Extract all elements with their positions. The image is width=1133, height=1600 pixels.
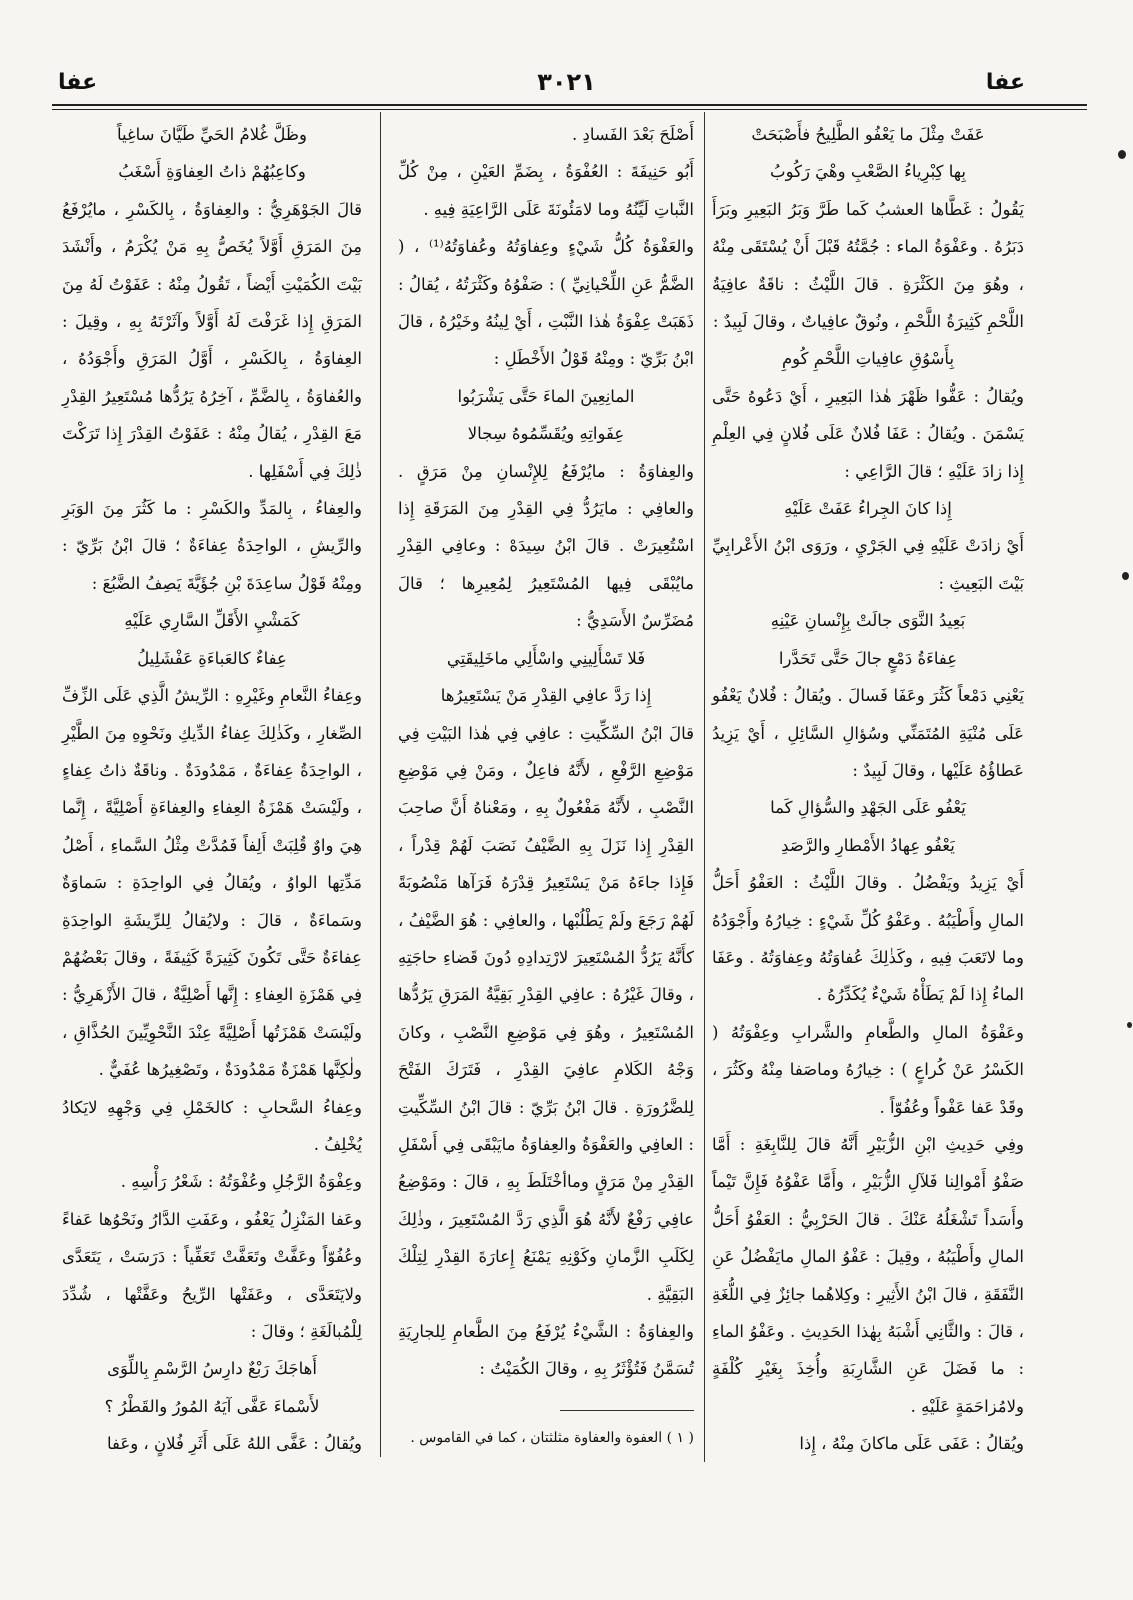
entry-text: قالَ الجَوْهَرِيُّ : والعِفاوَةُ ، بِالكَسْرِ ، مايُرْفَعُ مِنَ المَرَقِ أَوَّلاً يُخَصُّ بِهِ مَنْ يُكْرَمُ ، وأَنْشَدَ بَيْتَ الكُمَيْتِ أَيْضاً ، تَقُولُ مِنْهُ : عَفَوْتُ لَهُ مِنَ المَرَقِ إِذا غَرَفْتَ لَهُ أَوَّلاً وآثَرْتَهُ بِهِ ، وقِيلَ : العِفاوَةُ ، بِالكَسْرِ ، أَوَّلُ المَرَقِ وأَجْوَدُهُ ، والعُفاوَةُ ، بِالضَّمِّ ، آخِرُهُ يَرُدُّها مُسْتَعِيرُ القِدْرِ مَعَ القِدْرِ ، يُقالُ مِنْهُ : عَفَوْتُ القِدْرَ إِذا تَرَكْتَ ذٰلِكَ فِي أَسْفَلِها . [62, 199, 362, 481]
column-right [712, 116, 1024, 1463]
entry-text: ويُقالُ : عَفَّى اللهُ عَلَى أَثَرِ فُلانٍ ، وعَفا [106, 1434, 362, 1454]
verse-line: وظَلَّ غُلامُ الحَيِّ طَيَّانَ ساغِياً [116, 125, 308, 144]
entry-text: والعِفاوَةُ : الشَّيْءُ يُرْفَعُ مِنَ الطَّعامِ لِلجارِيَةِ تُسَمَّنُ فَتُؤْثَرُ بِهِ ، وقالَ الكُمَيْتُ : [398, 1322, 694, 1379]
verse-line: كَمَشْيِ الأَقَلِّ السَّارِي عَلَيْهِ [124, 611, 300, 631]
column-middle [398, 116, 694, 1388]
verse-line: إِذا رَدَّ عافِي القِدْرِ مَنْ يَسْتَعِيرُها [440, 686, 652, 706]
entry-text: أَيْ يَزِيدُ ويَفْضُلُ . وقالَ اللَّيْثُ : العَفْوُ أَحَلُّ المالِ وأَطْيَبُهُ . وعَفْوُ كُلِّ شَيْءٍ : خِيارُهُ وأَجْوَدُهُ وما لاتَعَبَ فِيهِ ، وكَذٰلِكَ عُفاوَتُهُ وعِفاوَتُهُ . وعَفَا الماءُ إِذا لَمْ يَطَأْهُ شَيْءٌ يُكَدِّرُهُ . [712, 873, 1024, 1005]
entry-text: ويُقالُ : عَفُّوا ظَهْرَ هٰذا البَعِيرِ ، أَيْ دَعُوهُ حَتَّى يَسْمَنَ . ويُقالُ : عَفَا فُلانٌ عَلَى فُلانٍ فِي العِلْمِ إِذا زادَ عَلَيْهِ ؛ قالَ الرَّاعِي : [712, 386, 1024, 481]
verse-line: عِفاءٌ كالعَباءَةِ عَفْشَلِيلُ [137, 648, 287, 668]
verse-line: إِذا كانَ الجِراءُ عَفَتْ عَلَيْهِ [784, 499, 952, 519]
column-divider-right [704, 112, 705, 1462]
scan-speck [1118, 150, 1126, 159]
verse-line: عِفاءَةُ دَمْعٍ جالَ حَتَّى تَحَدَّرا [778, 648, 958, 668]
verse-line: عَفَتْ مِثْلَ ما يَعْفُو الطَّلِيحُ فأَصْبَحَتْ [751, 125, 985, 144]
verse-line: فَلا تَسْأَلِينِي واسْأَلِي ماخَلِيقَتِي [446, 648, 646, 668]
entry-text: وعِفاءُ السَّحابِ : كالخَمْلِ فِي وَجْهِهِ لايَكادُ يُخْلِفُ . [62, 1097, 362, 1154]
column-divider-left [380, 112, 381, 1457]
verse-line: بِأَسْوُقِ عافِياتِ اللَّحْمِ كُومِ [781, 349, 955, 369]
running-headword-right: عفا [985, 70, 1025, 95]
verse-line: يَعْفُو عَلَى الجَهْدِ والسُّؤالِ كَما [770, 798, 966, 818]
entry-text: أَصْلَحَ بَعْدَ الفَسادِ . [572, 125, 694, 144]
page-number: ٣٠٢١ [537, 68, 596, 96]
entry-text: وعَفْوَةُ المالِ والطَّعامِ والشَّرابِ وعِفْوَتُهُ ( الكَسْرُ عَنْ كُراعٍ ) : خِيارُهُ وماصَفا مِنْهُ وكَثُرَ ، وقَدْ عَفا عَفْواً وعُفُوّاً . [712, 1022, 1024, 1117]
scan-speck [1127, 1022, 1132, 1028]
entry-text: والعَفْوَةُ كُلُّ شَيْءٍ وعِفاوَتُهُ وعُفاوَتُهُ⁽¹⁾ ، ( الضَّمُّ عَنِ اللِّحْيانِيِّ ) : صَفْوُهُ وكَثْرَتُهُ ، يُقالُ : ذَهَبَتْ عِفْوَةُ هٰذا النَّبْتِ ، أَيْ لِينُهُ وخَيْرُهُ ، قالَ ابْنُ بَرِّيّ : ومِنْهُ قَوْلُ الأَخْطَلِ : [398, 237, 694, 369]
verse-line: يَعْفُو عِهادُ الأَمْطارِ والرَّصَدِ [781, 835, 955, 855]
entry-text: والعِفاوَةُ : مايُرْفَعُ لِلإِنْسانِ مِنْ مَرَقٍ . والعافِي : مايَرُدُّ فِي القِدْرِ مِنَ المَرَقَةِ إِذا اسْتُعِيرَتْ . قالَ ابْنُ سِيدَهْ : وعافِي القِدْرِ مايُبْقَى فِيها المُسْتَعِيرُ لِمُعِيرِها ؛ قالَ مُضَرِّسٌ الأَسَدِيُّ : [398, 461, 694, 631]
footnote-rule [560, 1410, 694, 1411]
entry-text: والعِفاءُ ، بِالمَدِّ والكَسْرِ : ما كَثُرَ مِنَ الوَبَرِ والرِّيشِ ، الواحِدَةُ عِفاءَةٌ ؛ قالَ ابْنُ بَرِّيّ : ومِنْهُ قَوْلُ ساعِدَةَ بْنِ جُؤَيَّةَ يَصِفُ الضَّبُعَ : [62, 499, 362, 593]
entry-text: وعِفاءُ النَّعامِ وغَيْرِهِ : الرِّيشُ الَّذِي عَلَى الزِّفِّ الصِّغارِ ، وكَذٰلِكَ عِفاءُ الدِّيكِ ونَحْوِهِ مِنَ الطَّيْرِ ، الواحِدَةُ عِفاءَةٌ ، مَمْدُودَةٌ . وناقَةٌ ذاتُ عِفاءٍ ، ولَيْسَتْ هَمْزَةُ العِفاءِ والعِفاءَةِ أَصْلِيَّةً ، إِنَّما هِيَ واوٌ قُلِبَتْ أَلِفاً فَمُدَّتْ مِثْلُ السَّماءِ ، أَصْلُ مَدِّتِها الواوُ ، ويُقالُ فِي الواحِدَةِ : سَماوَةٌ وسَماءَةٌ ، قالَ : ولايُقالُ لِلرِّيشَةِ الواحِدَةِ عِفاءَةٌ حَتَّى تَكُونَ كَثِيرَةً كَثِيفَةً ، وقالَ بَعْضُهُمْ فِي هَمْزَةِ العِفاءِ : إِنَّها أَصْلِيَّةٌ ، قالَ الأَزْهَرِيُّ : ولَيْسَتْ هَمْزَتُها أَصْلِيَّةً عِنْدَ النَّحْوِيِّينَ الحُذَّاقِ ، ولٰكِنَّها هَمْزَةٌ مَمْدُودَةٌ ، وتَصْغِيرُها عُفَيٌّ . [62, 686, 362, 1080]
verse-line: بَعِيدُ النَّوَى جالَتْ بِإِنْسانِ عَيْنِهِ [770, 611, 966, 631]
column-left [62, 116, 362, 1463]
verse-line: أَهاجَكَ رَبْعٌ دارِسُ الرَّسْمِ بِاللِّوَى [107, 1359, 317, 1379]
entry-text: وعِفْوَةُ الرَّجُلِ وعُفْوَتُهُ : شَعْرُ رَأْسِهِ . [120, 1172, 362, 1192]
header-rule-thin [52, 109, 1087, 110]
footnote: ( ١ ) العفوة والعفاوة مثلثتان ، كما في القاموس . [410, 1430, 694, 1446]
verse-line: لأَسْماءَ عَفَّى آيَهُ المُورُ والقَطْرُ ؟ [104, 1396, 320, 1416]
entry-text: وفِي حَدِيثِ ابْنِ الزُّبَيْرِ أَنَّهُ قالَ لِلنَّابِغَةِ : أَمَّا صَفْوُ أَمْوالِنا فَلآلِ الزُّبَيْرِ ، وأَمَّا عَفْوُهُ فَإِنَّ تَيْماً وأَسَداً تَشْغَلُهُ عَنْكَ . قالَ الحَرْبِيُّ : العَفْوُ أَحَلُّ المالِ وأَطْيَبُهُ ، وقِيلَ : عَفْوُ المالِ مايَفْضُلُ عَنِ النَّفَقَةِ ، قالَ ابْنُ الأَثِيرِ : وكِلاهُما جائِزٌ فِي اللُّغَةِ ، قالَ : والثَّانِي أَشْبَهُ بِهٰذا الحَدِيثِ . وعَفْوُ الماءِ : ما فَضَلَ عَنِ الشَّارِبَةِ وأُخِذَ بِغَيْرِ كُلْفَةٍ ولامُزاحَمَةٍ عَلَيْهِ . [712, 1134, 1024, 1416]
entry-text: أَيْ زادَتْ عَلَيْهِ فِي الجَرْيِ ، ورَوَى ابْنُ الأَعْرابِيِّ بَيْتَ البَعِيثِ : [712, 536, 1024, 593]
scan-speck [1122, 572, 1129, 580]
verse-line: المانِعِينَ الماءَ حَتَّى يَشْرَبُوا [457, 386, 635, 406]
verse-line: عِفَواتِهِ ويُقَسِّمُوهُ سِجالا [467, 424, 625, 444]
entry-text: يَقُولُ : غَطَّاها العشبُ كَما طَرَّ وَبَرُ البَعِيرِ وبَرَأَ دَبَرُهُ . وعَفْوَةُ الماء : جُمَّتُهُ قَبْلَ أَنْ يُسْتَقَى مِنْهُ ، وهُوَ مِنَ الكَثْرَةِ . قالَ اللَّيْثُ : ناقَةٌ عافِيَةُ اللَّحْمِ كَثِيرَةُ اللَّحْمِ ، ونُوقٌ عافِياتٌ ، وقالَ لَبِيدٌ : [712, 199, 1024, 332]
header-rule [52, 104, 1087, 106]
running-headword-left: عفا [58, 70, 98, 95]
entry-text: يَعْنِي دَمْعاً كَثُرَ وعَفَا فَسالَ . ويُقالُ : فُلانٌ يَعْفُو عَلَى مُنْيَةِ المُتَمَنِّي وسُؤالِ السَّائِلِ ، أَيْ يَزِيدُ عَطاؤُهُ عَلَيْها ، وقالَ لَبِيدٌ : [712, 686, 1024, 780]
entry-text: أَبُو حَنِيفَةَ : العُفْوَةُ ، بِضَمِّ العَيْنِ ، مِنْ كُلِّ النَّباتِ لَيِّنُهُ وما لامَئُونَةَ عَلَى الرَّاعِيَةِ فِيهِ . [398, 162, 694, 219]
verse-line: بِها كِبْرِياءُ الصَّعْبِ وهْيَ رَكُوبُ [770, 162, 966, 182]
verse-line: وكاعِبُهُمْ ذاتُ العِفاوَةِ أَسْغَبُ [118, 162, 306, 182]
entry-text: ويُقالُ : عَفَى عَلَى ماكانَ مِنْهُ ، إِذا [799, 1434, 1024, 1454]
entry-text: قالَ ابْنُ السِّكِّيتِ : عافِي فِي هٰذا البَيْتِ فِي مَوْضِعِ الرَّفْعِ ، لأَنَّهُ فاعِلٌ ، ومَنْ فِي مَوْضِعِ النَّصْبِ ، لأَنَّهُ مَفْعُولٌ بِهِ ، ومَعْناهُ أَنَّ صاحِبَ القِدْرِ إِذا نَزَلَ بِهِ الضَّيْفُ نَصَبَ لَهُمْ قِدْراً ، فَإِذا جاءَهُ مَنْ يَسْتَعِيرُ قِدْرَهُ فَرَآها مَنْصُوبَةً لَهُمْ رَجَعَ ولَمْ يَطْلُبْها ، والعافِي : هُوَ الضَّيْفُ ، كأَنَّهُ يَرُدُّ المُسْتَعِيرَ لارْتِدادِهِ دُونَ قَضاءِ حاجَتِهِ ، وقالَ غَيْرُهُ : عافِي القِدْرِ بَقِيَّةُ المَرَقِ يَرُدُّها المُسْتَعِيرُ ، وهُوَ فِي مَوْضِعِ النَّصْبِ ، وكانَ وَجْهُ الكَلامِ عافِيَ القِدْرِ ، فَتَرَكَ الفَتْحَ لِلضَّرُورَةِ . قالَ ابْنُ بَرِّيّ : قالَ ابْنُ السِّكِّيتِ : العافِي والعَفْوَةُ والعِفاوَةُ مايَبْقَى فِي أَسْفَلِ القِدْرِ مِنْ مَرَقٍ وماأخْتَلَطَ بِهِ ، قالَ : ومَوْضِعُ عافِي رَفْعٌ لأَنَّهُ هُوَ الَّذِي رَدَّ المُسْتَعِيرَ ، وذٰلِكَ لِكَلَبِ الزَّمانِ وكَوْنِهِ يَمْنَعُ إِعارَةَ القِدْرِ لِتِلْكَ البَقِيَّةِ . [398, 723, 694, 1304]
entry-text: وعَفا المَنْزِلُ يَعْفُو ، وعَفَتِ الدَّارُ ونَحْوُها عَفاءً وعُفُوّاً وعَفَّتْ وتَعَفَّتْ تَعَفِّياً : دَرَسَتْ ، يَتَعَدَّى ولايَتَعَدَّى ، وعَفَتْها الرِّيحُ وعَفَّتْها ، شُدِّدَ لِلْمُبالَغَةِ ؛ وقالَ : [62, 1209, 362, 1341]
